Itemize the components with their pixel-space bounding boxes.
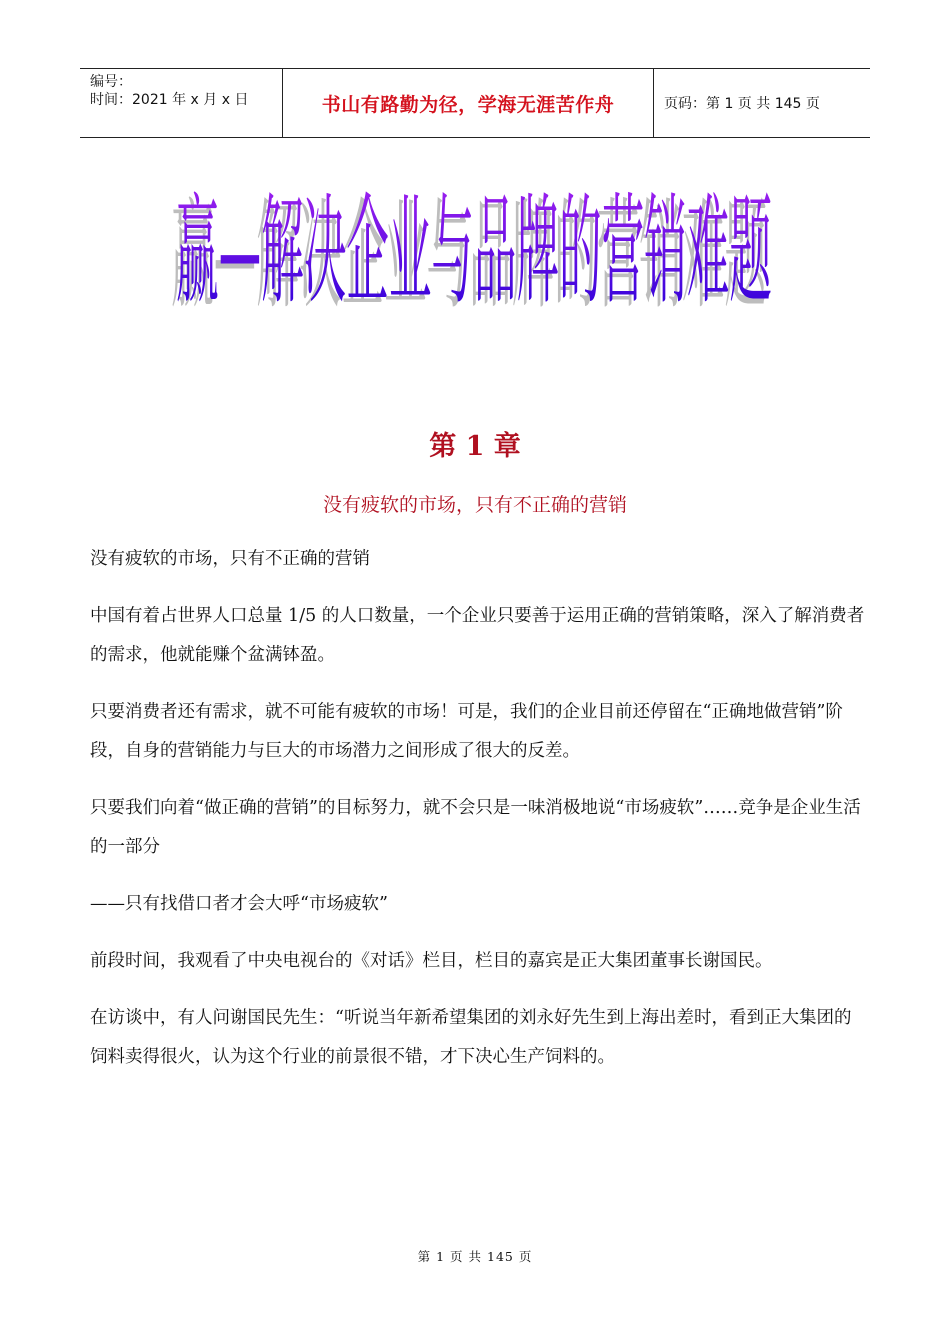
- document-number-label: 编号：: [90, 74, 132, 90]
- wordart-banner: [0, 168, 950, 318]
- body-text: [90, 540, 865, 1095]
- header-motto: 书山有路勤为径，学海无涯苦作舟: [321, 93, 615, 116]
- wordart-title: 赢—解决企业与品牌的营销难题: [175, 182, 772, 318]
- paragraph: 在访谈中，有人问谢国民先生：“听说当年新希望集团的刘永好先生到上海出差时，看到正大集团的饲料卖得很火，认为这个行业的前景很不错，才下决心生产饲料的。: [90, 1008, 852, 1067]
- paragraph: 没有疲软的市场，只有不正确的营销: [90, 549, 370, 569]
- page-footer: 第 1 页 共 145 页: [417, 1249, 533, 1264]
- document-time-label: 时间：2021 年 x 月 x 日: [90, 92, 249, 108]
- paragraph: 只要我们向着“做正确的营销”的目标努力，就不会只是一味消极地说“市场疲软”……竞争是企业生活的一部分: [90, 798, 861, 857]
- header-page-number: 页码：第 1 页 共 145 页: [664, 96, 820, 112]
- paragraph: 中国有着占世界人口总量 1/5 的人口数量，一个企业只要善于运用正确的营销策略，深入了解消费者的需求，他就能赚个盆满钵盈。: [90, 606, 865, 665]
- paragraph: ——只有找借口者才会大呼“市场疲软”: [90, 894, 388, 914]
- header-page-cell: [654, 69, 870, 137]
- header-motto-cell: [282, 69, 654, 137]
- chapter-subtitle: 没有疲软的市场，只有不正确的营销: [322, 494, 627, 516]
- paragraph: 前段时间，我观看了中央电视台的《对话》栏目，栏目的嘉宾是正大集团董事长谢国民。: [90, 951, 773, 971]
- paragraph: 只要消费者还有需求，就不可能有疲软的市场！可是，我们的企业目前还停留在“正确地做营销”阶段，自身的营销能力与巨大的市场潜力之间形成了很大的反差。: [90, 702, 843, 761]
- chapter-heading: 第 1 章: [429, 431, 521, 462]
- page-header: [80, 68, 870, 138]
- wordart-title-shadow: 赢—解决企业与品牌的营销难题: [171, 187, 768, 318]
- header-meta: [80, 69, 282, 137]
